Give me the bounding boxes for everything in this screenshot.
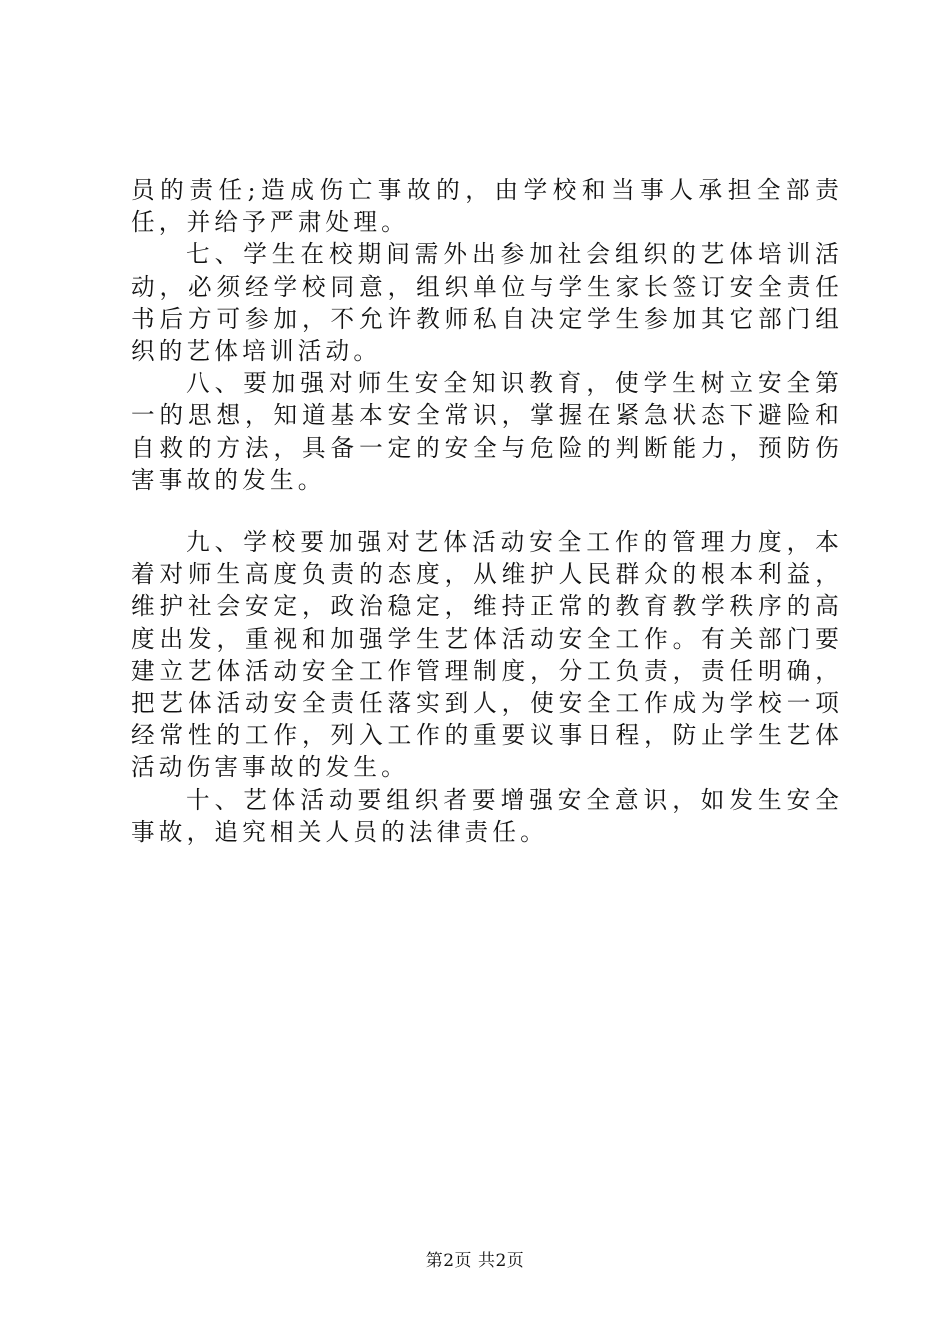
paragraph-item-10: 十、艺体活动要组织者要增强安全意识，如发生安全事故，追究相关人员的法律责任。 [131,785,843,846]
paragraph-item-7: 七、学生在校期间需外出参加社会组织的艺体培训活动，必须经学校同意，组织单位与学生家长签订安全责任书后方可参加，不允许教师私自决定学生参加其它部门组织的艺体培训活动。 [131,240,843,366]
document-body [131,174,843,848]
page-footer: 第2页 共2页 [425,1251,525,1271]
paragraph-item-9: 九、学校要加强对艺体活动安全工作的管理力度，本着对师生高度负责的态度，从维护人民群众的根本利益，维护社会安定，政治稳定，维持正常的教育教学秩序的高度出发，重视和加强学生艺体活动安全工作。有关部门要建立艺体活动安全工作管理制度，分工负责，责任明确，把艺体活动安全责任落实到人，使安全工作成为学校一项经常性的工作，列入工作的重要议事日程，防止学生艺体活动伤害事故的发生。 [131,528,843,782]
paragraph-item-8: 八、要加强对师生安全知识教育，使学生树立安全第一的思想，知道基本安全常识，掌握在紧急状态下避险和自救的方法，具备一定的安全与危险的判断能力，预防伤害事故的发生。 [131,369,843,494]
paragraph-continuation: 员的责任;造成伤亡事故的，由学校和当事人承担全部责任，并给予严肃处理。 [131,176,843,237]
